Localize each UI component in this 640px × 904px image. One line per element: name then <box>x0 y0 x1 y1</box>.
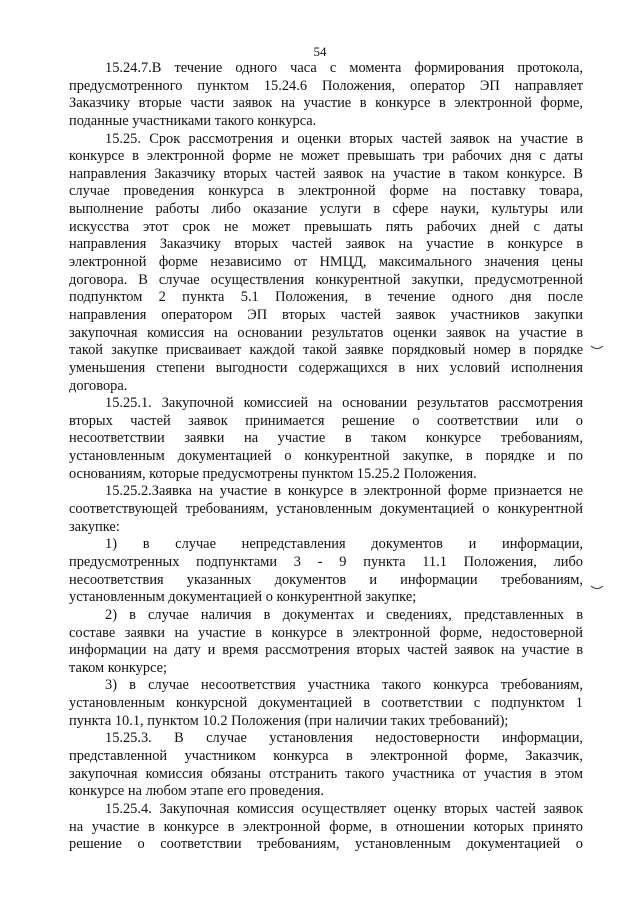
text-line: установленным документацией о конкурентной закупке, в порядке и по <box>69 448 583 465</box>
text-line: направления Заказчику вторых частей заявок на участие в конкурсе в <box>69 236 583 253</box>
text-line: установленным документацией о конкурентной закупке; <box>69 589 417 606</box>
text-line: такой закупке присваивает каждой такой заявке порядковый номер в порядке <box>69 342 583 359</box>
text-line: представленной участником конкурса в электронной форме, Заказчик, <box>69 747 583 764</box>
text-line: направления Заказчику вторых частей заявок на участие в таком конкурсе. В <box>69 165 583 182</box>
text-line: информации на дату и время рассмотрения вторых частей заявок на участие в <box>69 642 583 659</box>
text-line: поданные участниками такого конкурса. <box>69 112 317 129</box>
text-line: искусства этот срок не может превышать пять рабочих дней с даты <box>69 218 583 235</box>
text-line: 2) в случае наличия в документах и сведениях, представленных в <box>105 606 583 623</box>
text-line: подпунктом 2 пункта 5.1 Положения, в течение одного дня после <box>69 289 583 306</box>
text-line: конкурсе в электронной форме не может превышать три рабочих дня с даты <box>69 148 583 165</box>
document-body <box>69 60 583 854</box>
text-line: конкурсе на любом этапе его проведения. <box>69 783 325 800</box>
text-line: вторых частей заявок принимается решение о соответствии или о <box>69 412 583 429</box>
text-line: решение о соответствии требованиям, установленным документацией о <box>69 836 583 853</box>
text-line: 3) в случае несоответствия участника такого конкурса требованиям, <box>105 677 583 694</box>
text-line: пункта 10.1, пунктом 10.2 Положения (при наличии таких требований); <box>69 712 509 729</box>
text-line: 15.24.7.В течение одного часа с момента формирования протокола, <box>105 60 583 76</box>
text-line: несоответствии заявки на участие в таком конкурсе требованиям, <box>69 430 583 447</box>
text-line: договора. В случае осуществления конкурентной закупки, предусмотренной <box>69 271 583 288</box>
text-line: 1) в случае непредставления документов и информации, <box>105 536 583 553</box>
text-line: направления оператором ЭП вторых частей заявок участников закупки <box>69 306 583 323</box>
text-line: 15.25. Срок рассмотрения и оценки вторых частей заявок на участие в <box>105 130 583 147</box>
text-line: составе заявки на участие в конкурсе в электронной форме, недостоверной <box>69 624 583 641</box>
text-line: основаниям, которые предусмотрены пунктом 15.25.2 Положения. <box>69 465 477 482</box>
text-line: 15.25.3. В случае установления недостоверности информации, <box>105 730 583 747</box>
text-line: несоответствия указанных документов и информации требованиям, <box>69 571 583 588</box>
text-line: установленным конкурсной документацией в соответствии с подпунктом 1 <box>69 695 583 712</box>
text-line: предусмотренного пунктом 15.24.6 Положения, оператор ЭП направляет <box>69 77 583 94</box>
text-line: выполнение работы либо оказание услуги в сфере науки, культуры или <box>69 201 583 218</box>
page-number: 54 <box>313 44 327 59</box>
text-line: уменьшения степени выгодности содержащихся в них условий исполнения <box>69 359 583 376</box>
text-line: случае проведения конкурса в электронной форме на поставку товара, <box>69 183 583 200</box>
text-line: соответствующей требованиям, установленным документацией о конкурентной <box>69 501 583 518</box>
margin-mark-icon <box>590 345 604 351</box>
text-line: электронной форме независимо от НМЦД, максимального значения цены <box>69 254 583 271</box>
text-line: таком конкурсе; <box>69 659 168 676</box>
margin-mark-icon <box>590 585 604 591</box>
text-line: предусмотренных подпунктами 3 - 9 пункта 11.1 Положения, либо <box>69 553 583 570</box>
text-line: закупке: <box>69 518 120 535</box>
text-line: закупочная комиссия на основании результатов оценки заявок на участие в <box>69 324 583 341</box>
text-line: на участие в конкурсе в электронной форме, в отношении которых принято <box>69 818 583 835</box>
text-line: закупочная комиссия обязаны отстранить такого участника от участия в этом <box>69 765 583 782</box>
text-line: 15.25.1. Закупочной комиссией на основании результатов рассмотрения <box>105 395 583 412</box>
text-line: договора. <box>69 377 128 394</box>
text-line: 15.25.4. Закупочная комиссия осуществляет оценку вторых частей заявок <box>105 800 583 817</box>
text-line: 15.25.2.Заявка на участие в конкурсе в электронной форме признается не <box>105 483 583 500</box>
text-line: Заказчику вторые части заявок на участие в конкурсе в электронной форме, <box>69 95 583 112</box>
